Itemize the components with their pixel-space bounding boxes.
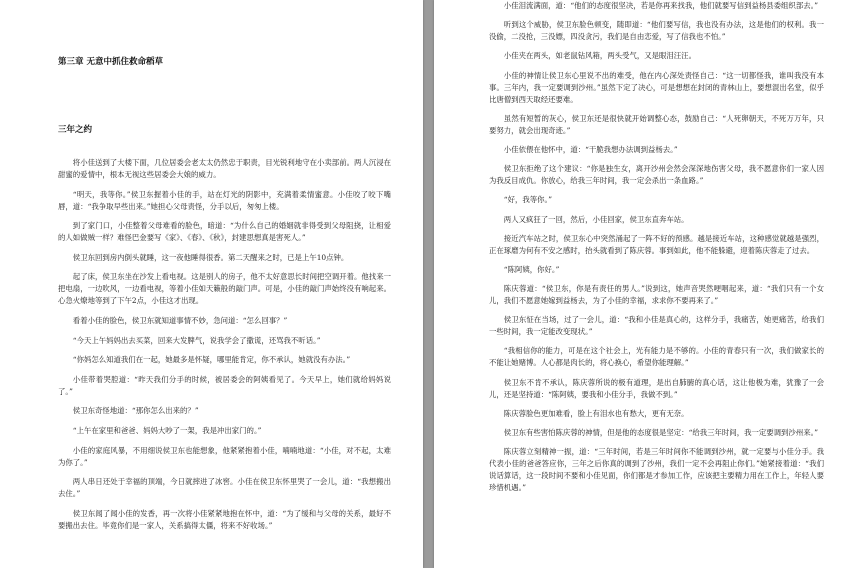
paragraph: 侯卫东不肯不承认，陈庆蓉所说的极有道理，是出自肺腑的真心话，这让他极为难，犹豫了一会儿，还是坚持道：“陈阿姨，要我和小佳分手，我做不到。”: [489, 377, 824, 399]
paragraph: 起了床，侯卫东坐在沙发上看电视。这是别人的房子，他不太好意思长时间把空调开着。他找来一把电扇，一边吹风，一边看电视，等着小佳如天籁般的敲门声。可是，小佳的敲门声始终没有响起来。心急火燎地等到了下午2点，小佳这才出现。: [58, 272, 391, 306]
paragraph: 小佳夹在两头，如老鼠钻风箱，两头受气，又是眼泪汪汪。: [503, 51, 696, 61]
document-page-left: [0, 0, 423, 568]
paragraph: “你妈怎么知道我们在一起，她最多是怀疑，哪里能肯定，你不承认，她就没有办法。”: [72, 355, 351, 365]
paragraph: 侯卫东拒绝了这个建议：“你是独生女，离开沙州会然会深深地伤害父母，我不愿意你们一家人因为我反目成仇。你放心，给我三年时间，我一定会杀出一条血路。”: [489, 164, 824, 186]
paragraph: “陈阿姨，你好。”: [503, 264, 560, 274]
paragraph: 将小佳送到了大楼下面，几位居委会老太太仍然忠于职责，目光锐利地守在小卖部前。两人沉浸在甜蜜的爱情中，根本无视这些居委会大娘的威力。: [58, 158, 391, 179]
paragraph: 陈庆蓉道：“侯卫东，你是有责任的男人。”说到这，她声音哭然哽咽起来，道：“我们只有一个女儿，我们不愿意她嫁到益杨去，为了小佳的幸福，求求你不要再来了。”: [489, 284, 824, 306]
paragraph: “好，我等你。”: [503, 195, 552, 205]
paragraph: 侯卫东有些害怕陈庆蓉的神情，但是他的态度很是坚定：“给我三年时间，我一定要调到沙州来。”: [503, 428, 819, 437]
section-title: 三年之约: [58, 125, 93, 135]
paragraph: 接近汽车站之时，侯卫东心中突然涌起了一阵不好的预感。越是接近车站，这种感觉就越是强烈，正在琢磨为何有不安之感时，抬头就看到了陈庆蓉。事到如此，他不能躲避，迎着陈庆蓉走了过去。: [489, 233, 824, 255]
paragraph: 小佳依偎在他怀中，道：“干脆我想办法调到益杨去。”: [503, 144, 678, 154]
paragraph: “上午在家里和爸爸、妈妈大吵了一架，我是冲出家门的。”: [72, 425, 262, 435]
paragraph: 侯卫东奇怪地道：“那你怎么出来的？”: [72, 406, 199, 416]
paragraph: 小佳的神情让侯卫东心里说不出的难受，他在内心深处责怪自己：“这一切都怪我，谁叫我没有本事。三年内，我一定要调到沙州。”虽然下定了决心，可是想想在封闭的青林山上，要想混出名堂，似乎比唐僧到西天取经还要难。: [489, 70, 824, 104]
document-page-right: [434, 0, 858, 568]
paragraph: 两人串日还处于幸福的顶端，今日就摔进了冰窖。小佳在侯卫东怀里哭了一会儿，道：“我想搬出去住。”: [58, 477, 391, 499]
paragraph: 侯卫东闻了闻小佳的发香，再一次将小佳紧紧地抱在怀中，道：“为了缓和与父母的关系，最好不要搬出去住。毕竟你们是一家人，关系搞得太僵，将来不好收场。”: [58, 508, 391, 530]
page-content: [58, 0, 391, 539]
paragraph: 侯卫东怔在当场，过了一会儿，道：“我和小佳是真心的，这样分手，我痛苦，她更痛苦，给我们一些时间，我一定能改变现状。”: [489, 315, 824, 337]
paragraph: 到了家门口，小佳整着父母难看的脸色，暗道：“为什么自己的婚姻就非得受到父母阻挠，让相爱的人如做贼一样？难怪巴金要写《家》、《春》、《秋》，封建思想真是害死人。”: [58, 221, 391, 243]
paragraph: 听到这个威胁，侯卫东脸色顿变，随即道：“他们要写信，我也没有办法，这是他们的权利。我一没偷，二没抢，三没嫖，四没贪污，我们是自由恋爱，写了信我也不怕。”: [489, 20, 824, 42]
paragraph: 小佳的家庭风暴，不用细说侯卫东也能想象，他紧紧抱着小佳，喃喃地道：“小佳，对不起，太难为你了。”: [58, 445, 391, 467]
paragraph: 虽然有短暂的灰心，侯卫东还是很快就开始调整心态，鼓励自己：“人死卵朝天，不死万万年，只要努力，就会出现奇迹。”: [489, 113, 824, 135]
paragraph: “今天上午妈妈出去买菜，回来大发脾气，说我学会了撒谎，还骂我不听话。”: [72, 335, 321, 345]
paragraph: 看着小佳的脸色，侯卫东就知道事情不妙，急问道：“怎么回事？”: [72, 315, 288, 325]
paragraph: 侯卫东回到房内倒头就睡，这一夜他睡得很香。第二天醒来之时，已是上午10点钟。: [72, 252, 349, 262]
chapter-title: 第三章 无意中抓住救命稻草: [58, 57, 163, 67]
paragraph: 陈庆蓉立刻精神一振，道：“三年时间，若是三年时间你不能调到沙州，就一定要与小佳分手。我代表小佳的爸爸答应你，三年之后你真的调到了沙州，我们一定不会再阻止你们。”她紧接着道：“我们说话算话，这一段时间不要和小佳见面，你们都是才参加工作，应该把主要精力用在工作上，年轻人要珍惜机遇。”: [489, 447, 824, 493]
paragraph: “明天，我等你。”侯卫东握着小佳的手，站在灯光的阴影中，充满着柔情蜜意。小佳咬了咬下嘴唇，道：“我争取早些出来。”她担心父母责怪，分手以后，匆匆上楼。: [58, 189, 391, 211]
paragraph: 陈庆蓉脸色更加难看，脸上有泪水也有愁大，更有无奈。: [503, 408, 689, 418]
paragraph: 小佳带着哭腔道：“昨天我们分手的时候，被居委会的阿姨看见了。今天早上，她们就给妈妈说了。”: [58, 374, 391, 396]
paragraph: 小佳泪流满面，道：“他们的态度很坚决，若是你再来找我，他们就要写信到益杨县委组织部去。”: [503, 1, 819, 10]
page-content: [489, 0, 824, 501]
paragraph: 两人又疯狂了一回，然后，小佳回家，侯卫东直奔车站。: [503, 214, 689, 224]
paragraph: “我相信你的能力，可是在这个社会上，光有能力是不够的。小佳的青春只有一次，我们做家长的不能让她赌博。人心都是肉长的，将心换心，希望你能理解。”: [489, 346, 824, 368]
